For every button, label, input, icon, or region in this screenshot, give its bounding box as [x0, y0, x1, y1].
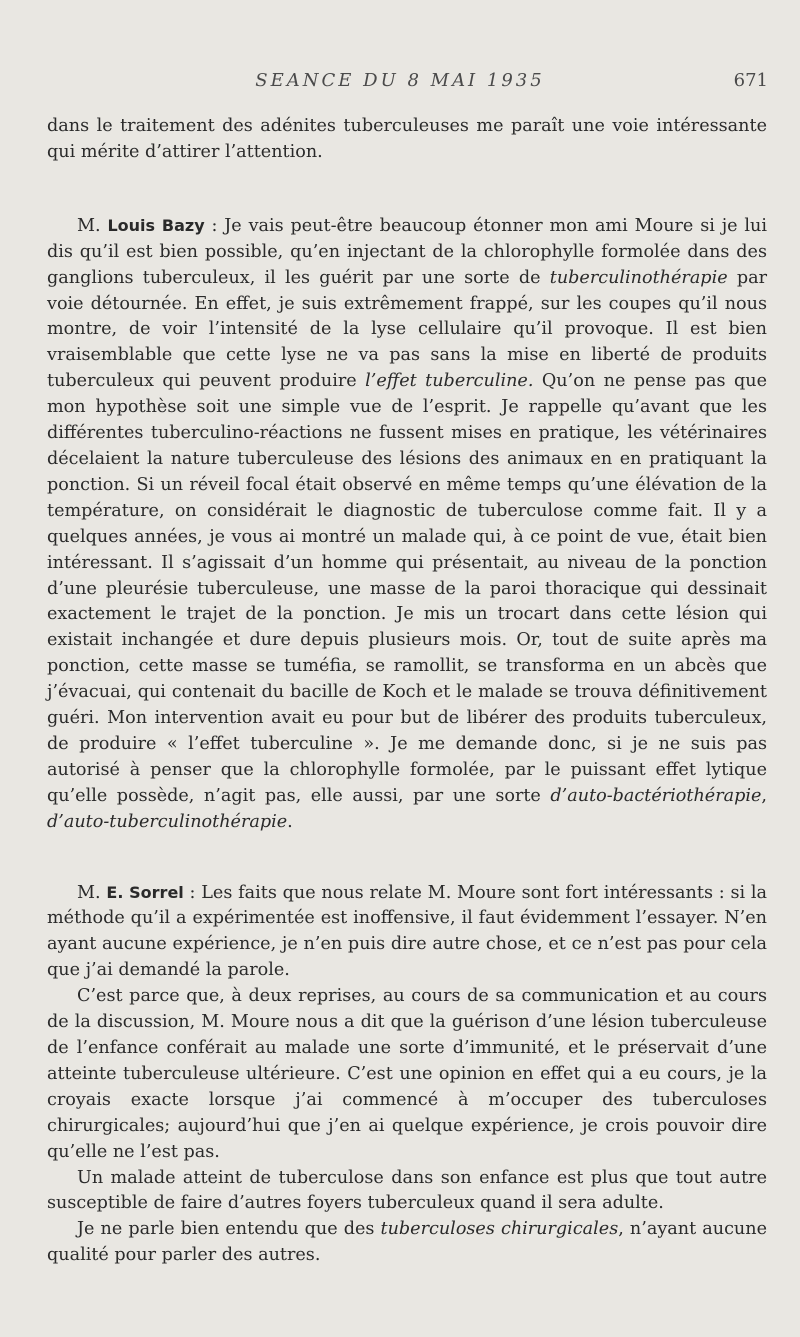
paragraph-continuation: dans le traitement des adénites tuberculeuses me paraît une voie intéressante qui mérite d’attirer l’attention. — [47, 116, 767, 162]
body-text — [47, 114, 767, 1269]
paragraph-text: , — [761, 785, 767, 806]
paragraph-text: . — [287, 811, 293, 832]
italic-term: tuberculoses chirurgicales — [380, 1219, 619, 1240]
speaker-title: M. — [77, 215, 101, 236]
italic-term: d’auto-tuberculinothérapie — [47, 811, 288, 832]
paragraph-text: Qu’on ne pense pas que mon hypothèse soit une simple vue de l’esprit. Je rappelle qu’avant que les différentes tuberculino-réactions ne fussent mises en pratique, les vétérinaires décelaient la nature tuberculeuse des lésions des animaux en en pratiquant la ponction. Si un réveil focal était observé en même temps qu’une élévation de la température, on considérait le diagnostic de tuberculose comme fait. Il y a quelques années, je vous ai montré un malade qui, à ce point de vue, était bien intéressant. Il s’agissait d’un homme qui présentait, au niveau de la ponction d’une pleurésie tuberculeuse, une masse de la paroi thoracique qui dessinait exactement le trajet de la ponction. Je mis un trocart dans cette lésion qui existait inchangée et dure depuis plusieurs mois. Or, tout de suite après ma ponction, cette masse se tuméfia, se ramollit, se transforma en un abcès que j’évacuai, qui contenait du bacille de Koch et le malade se trouva définitivement guéri. Mon intervention avait eu pour but de libérer des produits tuberculeux, de produire « l’effet tuberculine ». Je me demande donc, si je ne suis pas autorisé à penser que la chlorophylle formolée, par le puissant effet lytique qu’elle possède, n’agit pas, elle aussi, par une sorte — [47, 371, 767, 806]
page-number: 671 — [733, 70, 768, 91]
paragraph-sorrel — [47, 880, 767, 985]
paragraph-text: : Je vais peut-être beaucoup étonner mon ami Moure si je lui dis qu’il est bien possible, qu’en injectant de la chlorophylle formolée dans des ganglions tuberculeux, il les guérit par une sorte de — [47, 215, 768, 288]
italic-term: l’effet tuberculine. — [365, 371, 534, 392]
speaker-name: E. Sorrel — [106, 882, 184, 902]
paragraph-text: Je ne parle bien entendu que des — [77, 1219, 381, 1240]
running-head: SEANCE DU 8 MAI 1935 — [255, 70, 545, 91]
paragraph-bazy — [47, 213, 767, 836]
paragraph-immunity: C’est parce que, à deux reprises, au cours de sa communication et au cours de la discussion, M. Moure nous a dit que la guérison d’une lésion tuberculeuse de l’enfance conférait au malade une sorte d’immunité, et le préservait d’une atteinte tuberculeuse ultérieure. C’est une opinion en effet qui a eu cours, je la croyais exacte lorsque j’ai commencé à m’occuper des tuberculoses chirurgicales; aujourd’hui que j’en ai quelque expérience, je crois pouvoir dire qu’elle ne l’est pas. — [47, 986, 767, 1162]
speaker-name: Louis Bazy — [107, 215, 205, 235]
paragraph-closing — [47, 1217, 767, 1269]
italic-term: d’auto-bactériothérapie — [550, 785, 762, 806]
italic-term: tuberculinothérapie — [549, 267, 728, 288]
paragraph-adult: Un malade atteint de tuberculose dans son enfance est plus que tout autre susceptible de faire d’autres foyers tuberculeux quand il sera adulte. — [47, 1167, 767, 1214]
page-header — [0, 70, 800, 98]
speaker-title: M. — [77, 882, 101, 903]
paragraph-text: : Les faits que nous relate M. Moure sont fort intéressants : si la méthode qu’il a expérimentée est inoffensive, il faut évidemment l’essayer. N’en ayant aucune expérience, je n’en puis dire autre chose, et ce n’est pas pour cela que j’ai demandé la parole. — [47, 882, 767, 981]
paragraph-text: par voie détournée. En effet, je suis extrêmement frappé, sur les coupes qu’il nous montre, de voir l’intensité de la lyse cellulaire qu’il provoque. Il est bien vraisemblable que cette lyse ne va pas sans la mise en liberté de produits tuberculeux qui peuvent produire — [47, 267, 767, 392]
paragraph-text: , n’ayant aucune qualité pour parler des autres. — [47, 1219, 767, 1266]
